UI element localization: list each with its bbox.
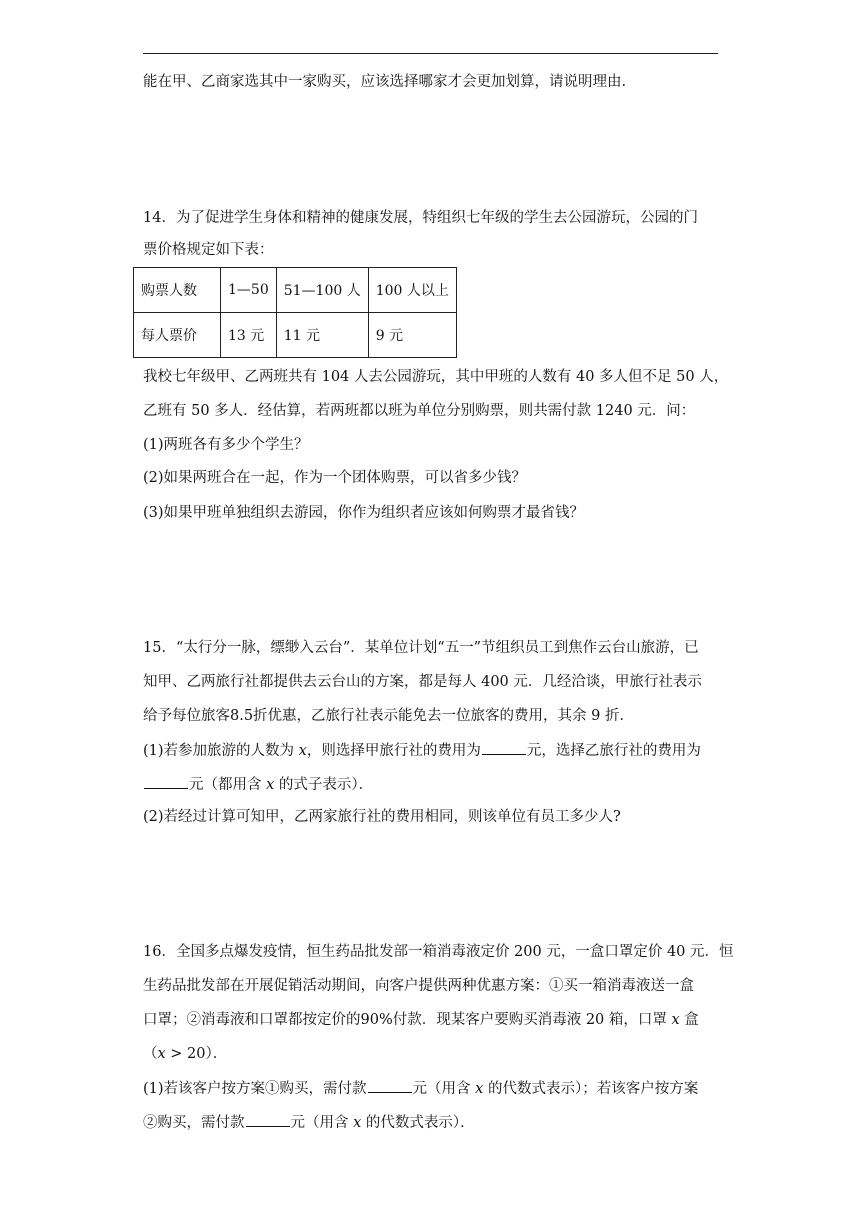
- text-segment: (1)若参加旅游的人数为: [143, 743, 299, 759]
- q14-body-line-2: 乙班有 50 多人．经估算，若两班都以班为单位分别购票，则共需付款 1240 元．问：: [143, 403, 696, 419]
- table-cell: 每人票价: [134, 313, 221, 358]
- answer-blank[interactable]: [368, 1078, 412, 1093]
- header-rule: [143, 53, 718, 54]
- q15-sub-question-1-line-2: [143, 774, 723, 795]
- table-cell: 购票人数: [134, 268, 221, 313]
- text-segment: 元（都用含: [189, 777, 267, 793]
- text-segment: （: [143, 1046, 158, 1062]
- q14-sub-question-2: (2)如果两班合在一起，作为一个团体购票，可以省多少钱？: [143, 470, 527, 486]
- q14-intro-line-2: 票价格规定如下表：: [143, 242, 274, 258]
- q16-sub-question-1-line-1: [143, 1078, 723, 1099]
- table-cell: 11 元: [276, 313, 368, 358]
- variable-x: x: [671, 1012, 680, 1028]
- q15-intro-line-2: 知甲、乙两旅行社都提供去云台山的方案，都是每人 400 元．几经洽谈，甲旅行社表示: [143, 674, 702, 690]
- text-segment: ，则选择甲旅行社的费用为: [306, 743, 481, 759]
- text-segment: (1)若该客户按方案①购买，需付款: [143, 1081, 367, 1097]
- q16-intro-line-3: [143, 1010, 723, 1030]
- table-cell: 1—50: [221, 268, 277, 313]
- text-segment: 的代数式表示）．: [361, 1115, 475, 1131]
- variable-x: x: [157, 1046, 166, 1062]
- variable-x: x: [353, 1115, 362, 1131]
- q16-condition: [143, 1044, 723, 1064]
- text-segment: 元，选择乙旅行社的费用为: [526, 743, 701, 759]
- q14-sub-question-3: (3)如果甲班单独组织去游园，你作为组织者应该如何购票才最省钱？: [143, 505, 585, 521]
- answer-blank[interactable]: [144, 774, 188, 789]
- text-segment: > 20: [165, 1046, 206, 1062]
- table-row: [134, 313, 457, 358]
- variable-x: x: [266, 777, 275, 793]
- table-cell: 100 人以上: [368, 268, 456, 313]
- table-cell: 13 元: [221, 313, 277, 358]
- q14-body-line-1: 我校七年级甲、乙两班共有 104 人去公园游玩，其中甲班的人数有 40 多人但不足 50 人，: [143, 369, 729, 385]
- q14-sub-question-1: (1)两班各有多少个学生？: [143, 437, 309, 453]
- q15-intro-line-3: 给予每位旅客8.5折优惠，乙旅行社表示能免去一位旅客的费用，其余 9 折．: [143, 708, 635, 724]
- q16-intro-line-1: 16．全国多点爆发疫情，恒生药品批发部一箱消毒液定价 200 元，一盒口罩定价 40 元．恒: [143, 944, 734, 960]
- q16-sub-question-1-line-2: [143, 1112, 723, 1133]
- answer-blank[interactable]: [482, 740, 526, 755]
- q16-intro-line-2: 生药品批发部在开展促销活动期间，向客户提供两种优惠方案：①买一箱消毒液送一盒: [143, 978, 694, 994]
- table-cell: 51—100 人: [276, 268, 368, 313]
- q15-sub-question-1-line-1: [143, 740, 723, 761]
- table-row: [134, 268, 457, 313]
- q15-sub-question-2: (2)若经过计算可知甲，乙两家旅行社的费用相同，则该单位有员工多少人?: [143, 809, 621, 825]
- text-segment: 盒: [679, 1012, 699, 1028]
- text-segment: 口罩；②消毒液和口罩都按定价的90%付款．现某客户要购买消毒液 20 箱，口罩: [143, 1012, 672, 1028]
- text-segment: 的式子表示）．: [274, 777, 374, 793]
- q15-intro-line-1: 15．“太行分一脉，缥缈入云台”．某单位计划“五一”节组织员工到焦作云台山旅游，已: [143, 640, 699, 656]
- text-segment: 的代数式表示）；若该客户按方案: [483, 1081, 699, 1097]
- table-cell: 9 元: [368, 313, 456, 358]
- q14-intro-line-1: 14．为了促进学生身体和精神的健康发展，特组织七年级的学生去公园游玩，公园的门: [143, 210, 698, 226]
- text-segment: ②购买，需付款: [143, 1115, 245, 1131]
- text-segment: 元（用含: [290, 1115, 354, 1131]
- answer-blank[interactable]: [246, 1112, 290, 1127]
- text-segment: ）．: [205, 1046, 228, 1062]
- text-segment: 元（用含: [412, 1081, 476, 1097]
- variable-x: x: [298, 743, 307, 759]
- ticket-price-table: [133, 267, 457, 358]
- variable-x: x: [475, 1081, 484, 1097]
- q13-tail-text: 能在甲、乙商家选其中一家购买，应该选择哪家才会更加划算，请说明理由.: [143, 74, 627, 90]
